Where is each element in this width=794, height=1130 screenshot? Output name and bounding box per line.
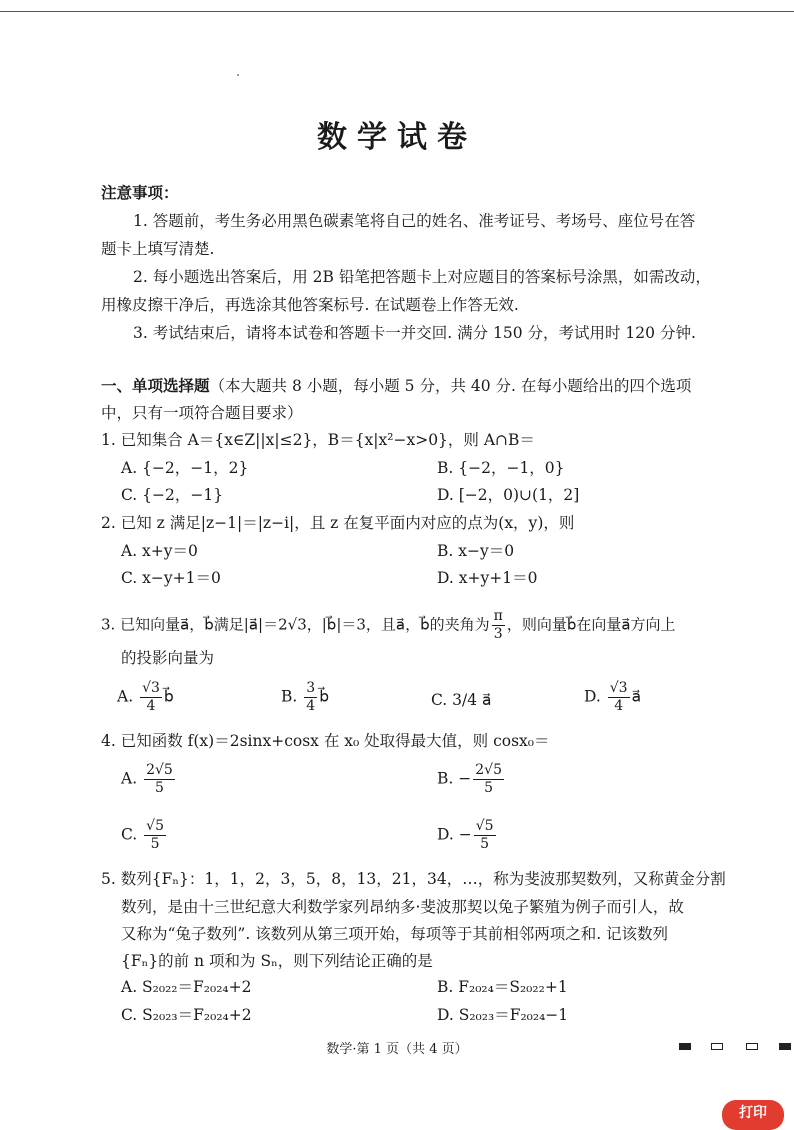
q5-line-3: 又称为“兔子数列”. 该数列从第三项开始，每项等于其前相邻两项之和. 记该数列: [121, 925, 669, 943]
q4-a-fraction: [144, 762, 175, 797]
page-title: 数学试卷: [317, 120, 477, 155]
q3-option-a: [117, 680, 174, 715]
section-desc-2: 中，只有一项符合题目要求）: [101, 404, 303, 422]
q2-option-c: C. x−y+1＝0: [121, 569, 221, 587]
q3-a-den: 4: [146, 698, 156, 714]
footer-mark-empty-1: [711, 1043, 723, 1050]
q4-option-d: [437, 818, 498, 853]
q4-b-label: B. −: [437, 769, 472, 788]
q3-option-d: [584, 680, 641, 715]
q4-b-fraction: [473, 762, 504, 797]
notice-line-1b: 题卡上填写清楚.: [101, 240, 215, 258]
q3-stem: [101, 608, 676, 643]
notice-line-2: 2. 每小题选出答案后，用 2B 铅笔把答题卡上对应题目的答案标号涂黑，如需改动，: [133, 268, 711, 286]
notice-line-3: 3. 考试结束后，请将本试卷和答题卡一并交回. 满分 150 分，考试用时 120 分钟.: [133, 324, 696, 342]
q5-option-c: C. S₂₀₂₃＝F₂₀₂₄+2: [121, 1006, 252, 1024]
q3-stem-post: ，则向量b⃗在向量a⃗方向上: [506, 615, 676, 634]
q3-d-den: 4: [614, 698, 624, 714]
section-heading: [101, 376, 691, 396]
q4-c-num: √5: [146, 818, 164, 834]
q4-b-den: 5: [484, 780, 494, 796]
q4-option-c: [121, 818, 168, 853]
notice-line-1: 1. 答题前，考生务必用黑色碳素笔将自己的姓名、准考证号、考场号、座位号在答: [133, 212, 696, 230]
q3-b-vec: b⃗: [319, 687, 330, 706]
q3-a-fraction: [140, 680, 162, 715]
q3-a-label: A.: [117, 687, 134, 706]
q1-option-d: D. [−2，0)∪(1，2]: [437, 486, 580, 504]
q4-option-a: [121, 762, 177, 797]
footer-mark-empty-2: [746, 1043, 758, 1050]
q3-angle-fraction: [492, 608, 505, 643]
q3-a-num: √3: [142, 680, 160, 696]
q3-b-fraction: [304, 680, 317, 715]
q4-option-b: [437, 762, 506, 797]
q3-stem-2: 的投影向量为: [121, 649, 215, 667]
q2-option-d: D. x+y+1＝0: [437, 569, 538, 587]
q4-a-label: A.: [121, 769, 138, 788]
q5-option-a: A. S₂₀₂₂＝F₂₀₂₄+2: [121, 978, 252, 996]
notice-heading: 注意事项：: [101, 183, 179, 202]
q4-d-den: 5: [480, 836, 490, 852]
q3-b-den: 4: [306, 698, 316, 714]
q3-b-label: B.: [281, 687, 298, 706]
q4-a-den: 5: [154, 780, 164, 796]
q4-c-den: 5: [150, 836, 160, 852]
page-footer: 数学·第 1 页（共 4 页）: [326, 1042, 468, 1057]
q1-option-c: C. {−2，−1}: [121, 486, 224, 504]
q3-d-num: √3: [609, 680, 628, 696]
section-desc: （本大题共 8 小题，每小题 5 分，共 40 分. 在每小题给出的四个选项: [209, 377, 692, 395]
scan-speck: [237, 74, 239, 76]
q3-option-b: [281, 680, 329, 715]
q4-c-label: C.: [121, 825, 138, 844]
footer-mark-filled: [679, 1043, 691, 1050]
q3-a-vec: b⃗: [163, 687, 174, 706]
q3-stem-pre: 3. 已知向量a⃗，b⃗满足|a⃗|＝2√3，|b⃗|＝3，且a⃗，b⃗的夹角为: [101, 615, 490, 634]
q1-stem: 1. 已知集合 A＝{x∈Z||x|≤2}，B＝{x|x²−x>0}，则 A∩B＝: [101, 431, 535, 449]
q3-d-vec: a⃗: [631, 687, 642, 706]
q5-line-4: {Fₙ}的前 n 项和为 Sₙ，则下列结论正确的是: [121, 952, 433, 970]
q3-option-c: [431, 690, 492, 710]
q4-b-num: 2√5: [475, 762, 502, 778]
q3-angle-num: π: [493, 608, 503, 624]
q2-stem: 2. 已知 z 满足|z−1|＝|z−i|，且 z 在复平面内对应的点为(x，y)，则: [101, 514, 575, 532]
top-rule: [0, 11, 794, 12]
q4-d-label: D. −: [437, 825, 472, 844]
footer-mark-edge: [779, 1043, 791, 1050]
section-title: 一、单项选择题: [101, 376, 210, 395]
q4-stem: 4. 已知函数 f(x)＝2sinx+cosx 在 x₀ 处取得最大值，则 cosx₀＝: [101, 732, 550, 750]
q3-c-value: 3/4 a⃗: [452, 691, 492, 709]
print-button[interactable]: 打印: [722, 1100, 784, 1130]
q1-option-b: B. {−2，−1，0}: [437, 459, 565, 477]
q2-option-b: B. x−y＝0: [437, 542, 515, 560]
q3-d-label: D.: [584, 687, 601, 706]
q4-d-num: √5: [475, 818, 494, 834]
notice-line-2b: 用橡皮擦干净后，再选涂其他答案标号. 在试题卷上作答无效.: [101, 296, 519, 314]
q3-b-num: 3: [306, 680, 316, 696]
q4-c-fraction: [144, 818, 166, 853]
q2-option-a: A. x+y＝0: [121, 542, 198, 560]
q3-d-fraction: [608, 680, 630, 715]
q5-option-b: B. F₂₀₂₄＝S₂₀₂₂+1: [437, 978, 568, 996]
q3-angle-den: 3: [493, 626, 503, 642]
q3-c-label: C.: [431, 691, 448, 709]
q4-d-fraction: [474, 818, 496, 853]
q5-line-2: 数列，是由十三世纪意大利数学家列昂纳多·斐波那契以兔子繁殖为例子而引人，故: [121, 898, 684, 916]
q4-a-num: 2√5: [146, 762, 173, 778]
q1-option-a: A. {−2，−1，2}: [121, 459, 249, 477]
q5-line-1: 5. 数列{Fₙ}：1，1，2，3，5，8，13，21，34，…，称为斐波那契数列，又称黄金分割: [101, 870, 726, 888]
q5-option-d: D. S₂₀₂₃＝F₂₀₂₄−1: [437, 1006, 569, 1024]
